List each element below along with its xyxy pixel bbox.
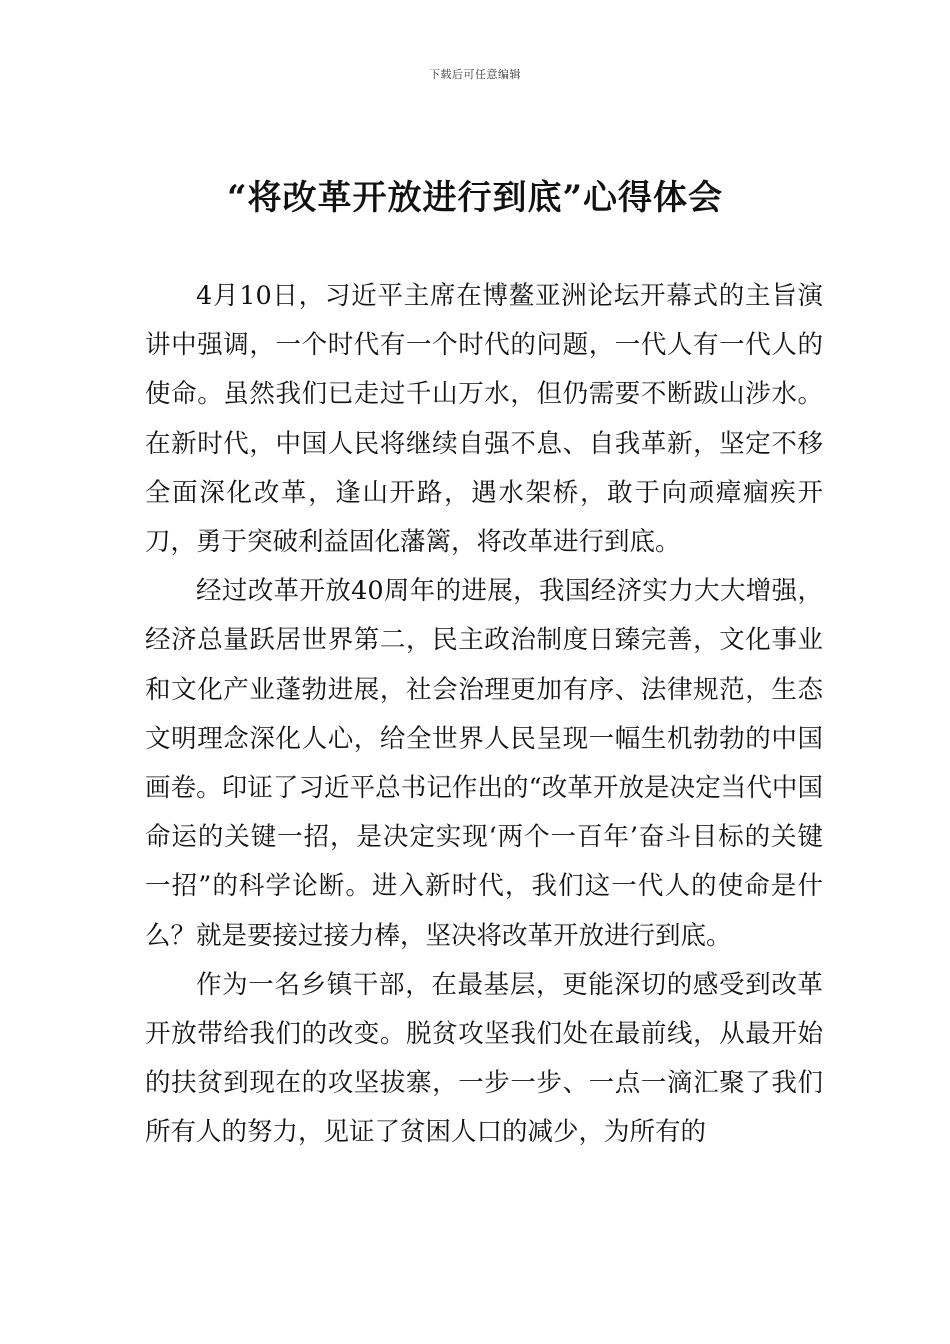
paragraph-2: 经过改革开放40周年的进展，我国经济实力大大增强，经济总量跃居世界第二，民主政治制度日臻完善，文化事业和文化产业蓬勃进展，社会治理更加有序、法律规范，生态文明理念深化人心，给全世界人民呈现一幅生机勃勃的中国画卷。印证了习近平总书记作出的“改革开放是决定当代中国命运的关键一招，是决定实现‘两个一百年’奋斗目标的关键一招”的科学论断。进入新时代，我们这一代人的使命是什么？就是要接过接力棒，坚决将改革开放进行到底。 [145,576,823,951]
document-title: “将改革开放进行到底”心得体会 [226,178,724,218]
paragraph-3: 作为一名乡镇干部，在最基层，更能深切的感受到改革开放带给我们的改变。脱贫攻坚我们处在最前线，从最开始的扶贫到现在的攻坚拔寨，一步一步、一点一滴汇聚了我们所有人的努力，见证了贫困人口的减少，为所有的 [145,969,823,1148]
document-body [145,272,823,1158]
header-note: 下载后可任意编辑 [429,68,521,81]
paragraph-1: 4月10日，习近平主席在博鳌亚洲论坛开幕式的主旨演讲中强调，一个时代有一个时代的问题，一代人有一代人的使命。虽然我们已走过千山万水，但仍需要不断跋山涉水。在新时代，中国人民将继续自强不息、自我革新，坚定不移全面深化改革，逢山开路，遇水架桥，敢于向顽瘴痼疾开刀，勇于突破利益固化藩篱，将改革进行到底。 [145,281,823,558]
